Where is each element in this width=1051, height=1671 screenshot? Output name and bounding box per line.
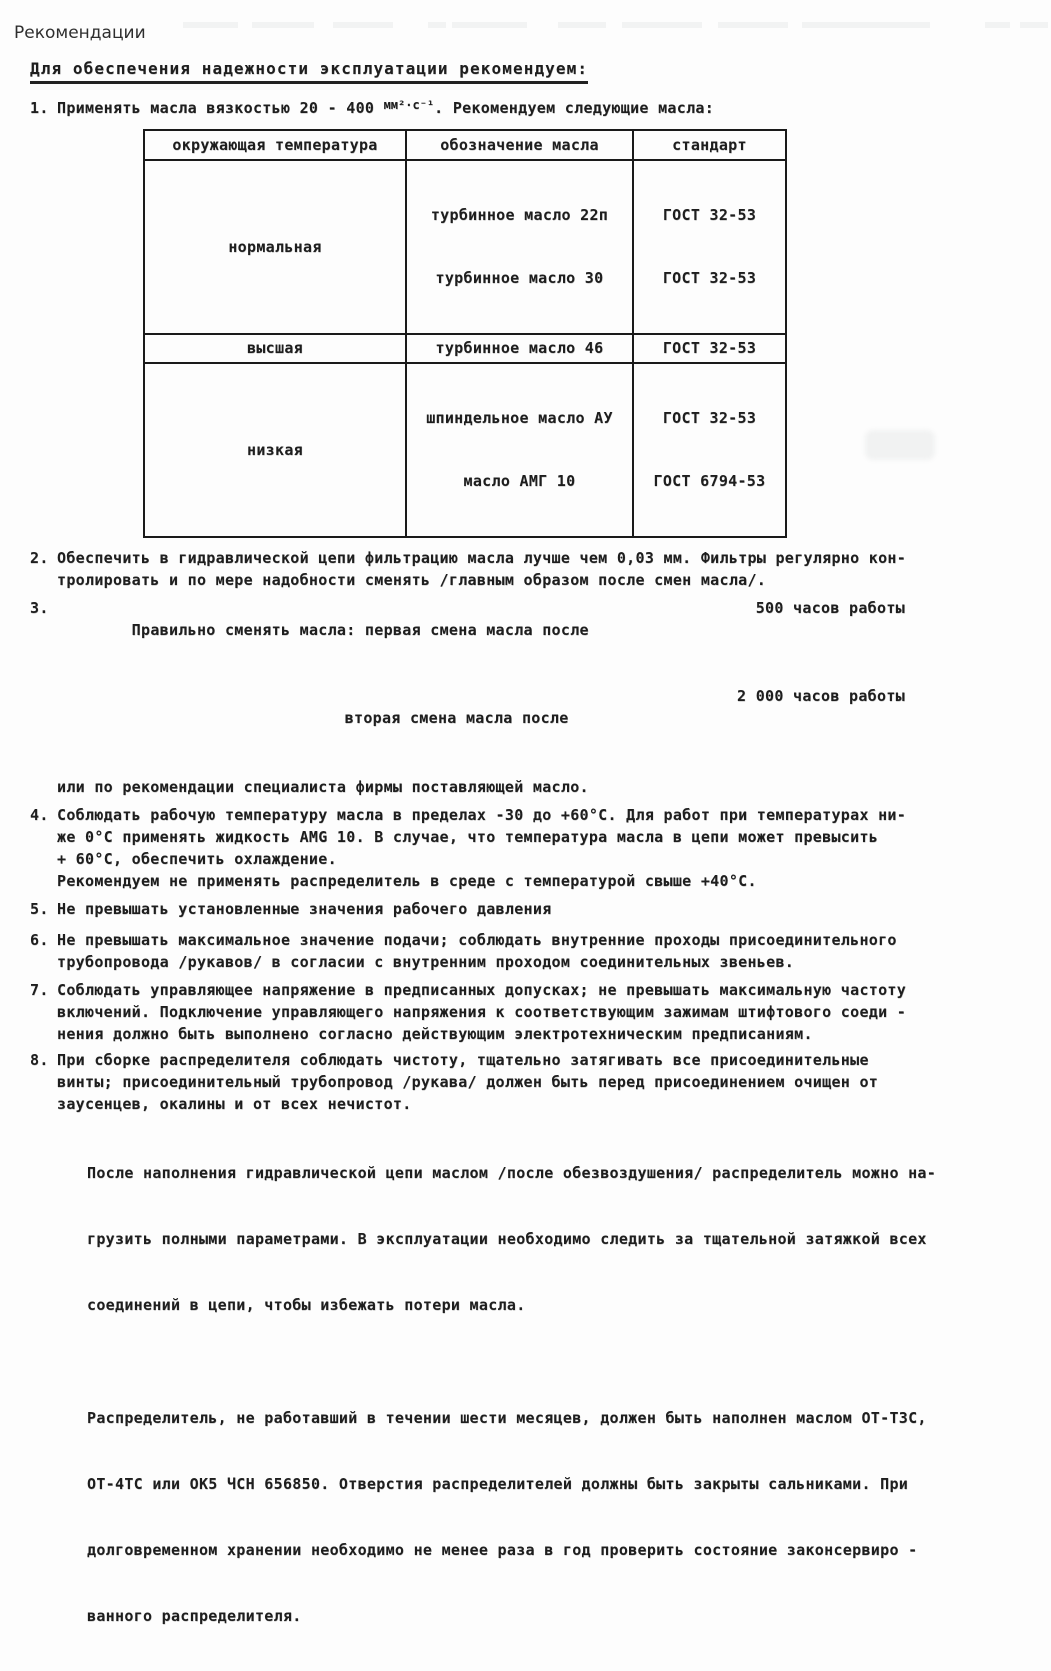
oil-change-first-label: Правильно сменять масла: первая смена масла после — [131, 621, 589, 639]
item1-prefix: Применять масла вязкостью 20 - 400 — [57, 99, 384, 117]
scanned-document — [0, 44, 1051, 1671]
cell-temperature: высшая — [144, 334, 406, 363]
oil-change-second-label: вторая смена масла после — [344, 709, 569, 727]
text-line — [57, 685, 1051, 773]
paragraph-filling — [30, 1118, 1051, 1360]
item-number: 8. — [30, 1051, 49, 1069]
standard-line: ГОСТ 32-53 — [662, 409, 757, 427]
text-line: Не превышать установленные значения рабочего давления — [57, 900, 552, 918]
item1-suffix: . Рекомендуем следующие масла: — [434, 99, 715, 117]
standard-line: ГОСТ 6794-53 — [653, 472, 766, 490]
text-line — [57, 597, 1051, 685]
text-line: + 60°С, обеспечить охлаждение. — [57, 850, 337, 868]
cell-standard — [633, 363, 786, 537]
item-number: 6. — [30, 931, 49, 949]
cell-oil — [406, 160, 633, 334]
cell-oil: турбинное масло 46 — [406, 334, 633, 363]
text-line: нения должно быть выполнено согласно действующим электротехническим предписаниям. — [57, 1025, 813, 1043]
text-line: Не превышать максимальное значение подачи; соблюдать внутренние проходы присоединительного — [57, 931, 897, 949]
item-number: 4. — [30, 806, 49, 824]
scan-artifact — [452, 22, 527, 28]
table-row — [144, 363, 786, 537]
scan-artifact — [622, 22, 702, 28]
scan-artifact — [718, 22, 788, 28]
text-line: заусенцев, окалины и от всех нечистот. — [57, 1095, 412, 1113]
scan-smudge — [865, 430, 935, 460]
cell-temperature: нормальная — [144, 160, 406, 334]
standard-line: ГОСТ 32-53 — [662, 206, 757, 224]
text-line: Соблюдать рабочую температуру масла в пределах -30 до +60°С. Для работ при температурах ни- — [57, 806, 907, 824]
text-line: грузить полными параметрами. В эксплуатации необходимо следить за тщательной затяжкой всех — [87, 1230, 927, 1248]
text-line: Рекомендуем не применять распределитель в среде с температурой свыше +40°С. — [57, 872, 757, 890]
scan-artifact — [558, 22, 606, 28]
text-line: тролировать и по мере надобности сменять /главным образом после смен масла/. — [57, 571, 767, 589]
viscosity-unit: мм²·с⁻¹ — [383, 98, 435, 112]
oil-change-second-hours: 2 000 часов работы — [737, 687, 905, 705]
table-header-temperature: окружающая температура — [144, 130, 406, 160]
list-item-3 — [30, 597, 1051, 798]
oil-line: турбинное масло 30 — [435, 269, 604, 287]
cell-standard: ГОСТ 32-53 — [633, 334, 786, 363]
list-item-8 — [30, 1049, 1051, 1115]
text-line — [57, 97, 1051, 120]
scan-artifact — [802, 22, 930, 28]
oil-line: масло АМГ 10 — [463, 472, 576, 490]
text-line: долговременном хранении необходимо не менее раза в год проверить состояние законсервиро - — [87, 1541, 918, 1559]
text-line: При сборке распределителя соблюдать чистоту, тщательно затягивать все присоединительные — [57, 1051, 869, 1069]
cell-standard — [633, 160, 786, 334]
table-row — [144, 334, 786, 363]
scan-artifact — [333, 22, 393, 28]
oil-change-note: или по рекомендации специалиста фирмы поставляющей масло. — [57, 778, 589, 796]
scan-artifact — [183, 22, 238, 28]
list-item-4 — [30, 804, 1051, 892]
text-line: включений. Подключение управляющего напряжения к соответствующим зажимам штифтового соеди - — [57, 1003, 907, 1021]
item-number: 7. — [30, 981, 49, 999]
cell-oil — [406, 363, 633, 537]
text-line: винты; присоединительный трубопровод /рукава/ должен быть перед присоединением очищен от — [57, 1073, 879, 1091]
oil-line: турбинное масло 22п — [430, 206, 609, 224]
table-header-oil: обозначение масла — [406, 130, 633, 160]
paragraph-storage — [30, 1363, 1051, 1671]
scan-artifact — [1020, 22, 1048, 28]
scan-artifact — [252, 22, 314, 28]
text-line: После наполнения гидравлической цепи маслом /после обезвоздушения/ распределитель можно на- — [87, 1164, 937, 1182]
list-item-5 — [30, 898, 1051, 920]
item-number: 3. — [30, 599, 49, 617]
text-line: Обеспечить в гидравлической цепи фильтрацию масла лучше чем 0,03 мм. Фильтры регулярно кон- — [57, 549, 907, 567]
text-line: трубопровода /рукавов/ в согласии с внутренним проходом соединительных звеньев. — [57, 953, 795, 971]
scan-artifact — [428, 22, 446, 28]
item-number: 2. — [30, 549, 49, 567]
list-item-6 — [30, 929, 1051, 973]
item-number: 1. — [30, 99, 49, 117]
table-header-row — [144, 130, 786, 160]
oils-table — [143, 129, 787, 538]
text-line: ОТ-4ТС или ОК5 ЧСН 656850. Отверстия распределителей должны быть закрыты сальниками. При — [87, 1475, 909, 1493]
item-number: 5. — [30, 900, 49, 918]
text-line: же 0°С применять жидкость AMG 10. В случае, что температура масла в цепи может превысить — [57, 828, 879, 846]
table-header-standard: стандарт — [633, 130, 786, 160]
list-item-2 — [30, 547, 1051, 591]
scan-artifact — [985, 22, 1010, 28]
cell-temperature: низкая — [144, 363, 406, 537]
oil-change-first-hours: 500 часов работы — [755, 599, 905, 617]
standard-line: ГОСТ 32-53 — [662, 269, 757, 287]
section-heading: Для обеспечения надежности эксплуатации рекомендуем: — [30, 58, 588, 84]
list-item-1 — [30, 97, 1051, 120]
page-title: Рекомендации — [14, 23, 146, 43]
text-line: соединений в цепи, чтобы избежать потери масла. — [87, 1296, 526, 1314]
table-row — [144, 160, 786, 334]
list-item-7 — [30, 979, 1051, 1045]
oil-line: шпиндельное масло АУ — [426, 409, 613, 427]
text-line: Распределитель, не работавший в течении шести месяцев, должен быть наполнен маслом ОТ-ТЗС, — [87, 1409, 927, 1427]
text-line: ванного распределителя. — [87, 1607, 302, 1625]
text-line: Соблюдать управляющее напряжение в предписанных допусках; не превышать максимальную частоту — [57, 981, 907, 999]
